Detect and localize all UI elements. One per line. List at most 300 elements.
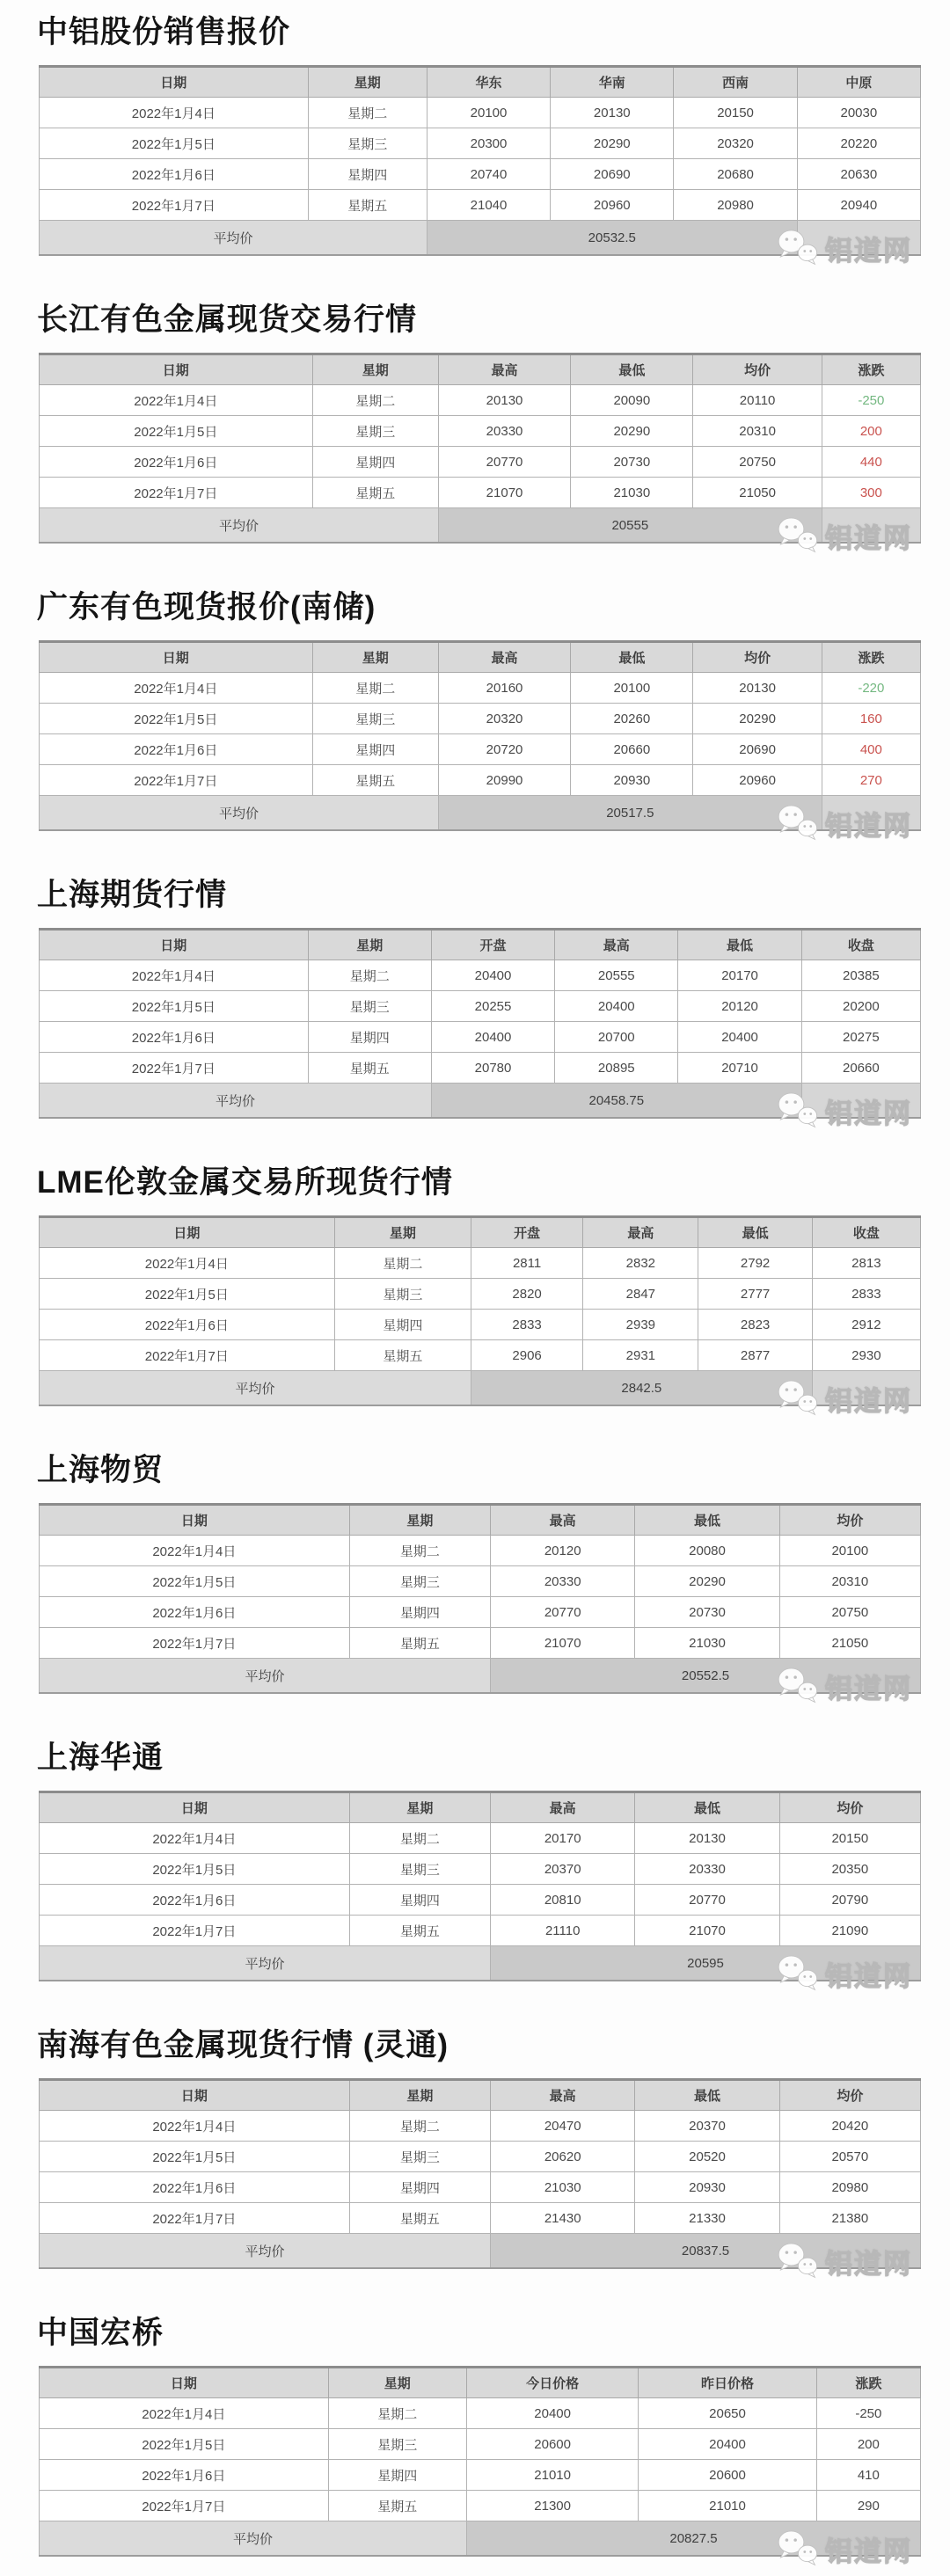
date-cell: 2022年1月6日 [40,447,313,478]
weekday-cell: 星期四 [328,2460,466,2491]
table-row [40,1536,921,1566]
weekday-cell: 星期二 [312,385,438,416]
watermark-text: 铝道网 [825,2536,912,2567]
header-row [40,1217,921,1248]
table-body [40,1536,921,1694]
price-cell: 20790 [779,1885,920,1916]
price-cell: 20290 [693,704,822,734]
price-cell: 20320 [438,704,570,734]
column-header: 星期 [312,354,438,385]
weekday-cell: 星期三 [312,704,438,734]
weekday-cell: 星期四 [308,159,427,190]
weekday-cell: 星期五 [308,190,427,221]
price-cell: 21050 [779,1628,920,1659]
header-row [40,2368,921,2398]
price-cell: 21300 [466,2491,638,2521]
average-value-cell: 20458.75 [431,1084,801,1119]
date-cell: 2022年1月5日 [40,1279,335,1310]
column-header: 涨跌 [822,642,920,673]
date-cell: 2022年1月7日 [40,2203,350,2234]
price-cell: 20330 [491,1566,635,1597]
weekday-cell: 星期四 [312,447,438,478]
date-cell: 2022年1月4日 [40,1823,350,1854]
price-cell: 20520 [635,2142,779,2172]
column-header: 西南 [674,67,797,98]
table-row [40,1566,921,1597]
average-label-cell: 平均价 [40,2234,491,2269]
price-cell: 2833 [471,1310,582,1340]
price-cell: 20300 [427,128,550,159]
table-head [40,1505,921,1536]
table-row [40,1823,921,1854]
weekday-cell: 星期二 [308,98,427,128]
weekday-cell: 星期四 [349,1885,490,1916]
price-cell: 20660 [571,734,693,765]
table-head [40,1217,921,1248]
column-header: 涨跌 [822,354,920,385]
price-cell: 20600 [466,2429,638,2460]
price-cell: 20100 [571,673,693,704]
price-cell: 20400 [639,2429,816,2460]
table-section-7 [37,1740,921,1992]
watermark-text: 铝道网 [825,1961,912,1992]
table-head [40,1792,921,1823]
change-cell: -250 [816,2398,920,2429]
table-head [40,2368,921,2398]
price-cell: 20470 [491,2111,635,2142]
date-cell: 2022年1月7日 [40,190,309,221]
header-row [40,67,921,98]
table-wrapper [39,2366,921,2567]
price-cell: 21430 [491,2203,635,2234]
price-cell: 20650 [639,2398,816,2429]
column-header: 日期 [40,67,309,98]
change-cell: 400 [822,734,920,765]
weekday-cell: 星期五 [349,2203,490,2234]
change-cell: 160 [822,704,920,734]
price-cell: 20110 [693,385,822,416]
table-row [40,1022,921,1053]
price-cell: 2820 [471,1279,582,1310]
column-header: 最高 [491,1505,635,1536]
column-header: 今日价格 [466,2368,638,2398]
table-row [40,385,921,416]
column-header: 星期 [349,2080,490,2111]
column-header: 收盘 [812,1217,920,1248]
column-header: 华南 [551,67,674,98]
weekday-cell: 星期五 [312,478,438,508]
price-cell: 21070 [635,1916,779,1946]
table-section-2 [37,302,921,554]
table-row [40,159,921,190]
price-cell: 20690 [551,159,674,190]
column-header: 最高 [438,354,570,385]
table-row [40,128,921,159]
price-cell: 21090 [779,1916,920,1946]
date-cell: 2022年1月7日 [40,478,313,508]
change-cell: -220 [822,673,920,704]
price-cell: 21040 [427,190,550,221]
average-row [40,1659,921,1694]
price-cell: 20385 [801,960,920,991]
table-section-6 [37,1452,921,1704]
column-header: 最高 [491,1792,635,1823]
table-row [40,1916,921,1946]
column-header: 最高 [491,2080,635,2111]
date-cell: 2022年1月4日 [40,673,313,704]
column-header: 均价 [779,2080,920,2111]
table-title: 中国宏桥 [37,2316,164,2350]
table-row [40,1279,921,1310]
price-cell: 20080 [635,1536,779,1566]
price-cell: 20100 [779,1536,920,1566]
table-row [40,1310,921,1340]
table-row [40,991,921,1022]
column-header: 收盘 [801,930,920,960]
watermark-text: 铝道网 [825,1098,912,1129]
average-label-cell: 平均价 [40,2521,467,2557]
average-label-cell: 平均价 [40,1659,491,1694]
column-header: 日期 [40,2368,329,2398]
table-section-5 [37,1164,921,1417]
price-cell: 20730 [635,1597,779,1628]
weekday-cell: 星期四 [308,1022,431,1053]
price-cell: 20620 [491,2142,635,2172]
table-row [40,1248,921,1279]
column-header: 开盘 [431,930,554,960]
table-row [40,2111,921,2142]
table-row [40,447,921,478]
weekday-cell: 星期三 [334,1279,471,1310]
price-table [39,65,921,256]
average-empty-cell [822,508,920,544]
weekday-cell: 星期五 [312,765,438,796]
price-cell: 20400 [678,1022,801,1053]
price-cell: 20130 [635,1823,779,1854]
average-value-cell: 20595 [491,1946,921,1981]
column-header: 星期 [334,1217,471,1248]
price-cell: 20555 [555,960,678,991]
price-cell: 20710 [678,1053,801,1084]
average-row [40,2521,921,2557]
change-cell: 410 [816,2460,920,2491]
price-cell: 20730 [571,447,693,478]
table-row [40,734,921,765]
average-row [40,1946,921,1981]
date-cell: 2022年1月5日 [40,2142,350,2172]
table-row [40,1854,921,1885]
price-cell: 2931 [583,1340,698,1371]
header-row [40,1505,921,1536]
date-cell: 2022年1月6日 [40,1310,335,1340]
column-header: 最高 [438,642,570,673]
price-cell: 20130 [693,673,822,704]
date-cell: 2022年1月4日 [40,2111,350,2142]
change-cell: 200 [822,416,920,447]
price-cell: 20680 [674,159,797,190]
table-row [40,1885,921,1916]
table-body [40,2398,921,2557]
price-cell: 20770 [438,447,570,478]
price-cell: 2811 [471,1248,582,1279]
table-wrapper [39,1215,921,1417]
weekday-cell: 星期四 [312,734,438,765]
column-header: 最低 [635,2080,779,2111]
date-cell: 2022年1月7日 [40,1053,309,1084]
weekday-cell: 星期四 [349,2172,490,2203]
price-cell: 2939 [583,1310,698,1340]
column-header: 星期 [308,930,431,960]
column-header: 日期 [40,1792,350,1823]
average-row [40,221,921,256]
table-section-3 [37,589,921,842]
price-cell: 20310 [693,416,822,447]
average-value-cell: 20555 [438,508,822,544]
weekday-cell: 星期二 [328,2398,466,2429]
price-cell: 20220 [797,128,920,159]
weekday-cell: 星期五 [334,1340,471,1371]
price-cell: 21070 [438,478,570,508]
price-cell: 2832 [583,1248,698,1279]
price-cell: 20275 [801,1022,920,1053]
table-head [40,67,921,98]
table-body [40,2111,921,2269]
average-empty-cell [822,796,920,831]
average-value-cell: 20517.5 [438,796,822,831]
average-empty-cell [797,221,920,256]
price-cell: 20750 [693,447,822,478]
price-cell: 2877 [698,1340,812,1371]
watermark-text: 铝道网 [825,523,912,554]
table-row [40,2142,921,2172]
average-row [40,2234,921,2269]
price-table [39,1215,921,1406]
weekday-cell: 星期二 [349,1823,490,1854]
weekday-cell: 星期五 [349,1628,490,1659]
date-cell: 2022年1月6日 [40,1885,350,1916]
price-cell: 20170 [678,960,801,991]
table-wrapper [39,353,921,554]
column-header: 星期 [349,1505,490,1536]
price-cell: 20320 [674,128,797,159]
column-header: 均价 [779,1505,920,1536]
header-row [40,354,921,385]
column-header: 涨跌 [816,2368,920,2398]
date-cell: 2022年1月5日 [40,1854,350,1885]
average-row [40,1371,921,1406]
table-row [40,704,921,734]
price-cell: 21110 [491,1916,635,1946]
price-cell: 20420 [779,2111,920,2142]
average-label-cell: 平均价 [40,508,439,544]
table-section-1 [37,14,921,266]
column-header: 日期 [40,2080,350,2111]
change-cell: 200 [816,2429,920,2460]
date-cell: 2022年1月4日 [40,1248,335,1279]
price-cell: 20120 [491,1536,635,1566]
column-header: 华东 [427,67,550,98]
price-cell: 20030 [797,98,920,128]
column-header: 均价 [693,642,822,673]
table-row [40,2172,921,2203]
change-cell: 290 [816,2491,920,2521]
average-value-cell: 20827.5 [466,2521,920,2557]
weekday-cell: 星期五 [328,2491,466,2521]
price-cell: 21030 [491,2172,635,2203]
price-cell: 20690 [693,734,822,765]
header-row [40,1792,921,1823]
column-header: 最低 [698,1217,812,1248]
date-cell: 2022年1月6日 [40,159,309,190]
table-title: 上海期货行情 [37,878,228,912]
date-cell: 2022年1月7日 [40,1340,335,1371]
price-cell: 20400 [431,960,554,991]
price-cell: 2833 [812,1279,920,1310]
price-cell: 20930 [635,2172,779,2203]
price-table [39,640,921,831]
header-row [40,930,921,960]
table-row [40,416,921,447]
price-cell: 20200 [801,991,920,1022]
table-body [40,960,921,1119]
average-label-cell: 平均价 [40,1084,432,1119]
average-label-cell: 平均价 [40,1946,491,1981]
table-row [40,1597,921,1628]
table-row [40,2491,921,2521]
column-header: 星期 [328,2368,466,2398]
table-wrapper [39,2078,921,2280]
price-table [39,1791,921,1981]
column-header: 最高 [583,1217,698,1248]
change-cell: -250 [822,385,920,416]
price-cell: 20720 [438,734,570,765]
table-body [40,1823,921,1981]
column-header: 星期 [349,1792,490,1823]
average-label-cell: 平均价 [40,221,428,256]
average-empty-cell [801,1084,920,1119]
weekday-cell: 星期三 [349,2142,490,2172]
table-title: 中铝股份销售报价 [37,15,291,49]
price-cell: 20750 [779,1597,920,1628]
price-cell: 20770 [491,1597,635,1628]
price-cell: 20290 [551,128,674,159]
price-cell: 2906 [471,1340,582,1371]
column-header: 中原 [797,67,920,98]
date-cell: 2022年1月6日 [40,734,313,765]
price-cell: 20255 [431,991,554,1022]
price-cell: 20100 [427,98,550,128]
weekday-cell: 星期三 [328,2429,466,2460]
price-cell: 20150 [779,1823,920,1854]
average-label-cell: 平均价 [40,796,439,831]
price-cell: 21030 [635,1628,779,1659]
average-value-cell: 20532.5 [427,221,797,256]
price-cell: 20600 [639,2460,816,2491]
price-cell: 20740 [427,159,550,190]
table-row [40,478,921,508]
average-empty-cell [812,1371,920,1406]
price-cell: 20980 [779,2172,920,2203]
weekday-cell: 星期三 [312,416,438,447]
price-cell: 20130 [551,98,674,128]
table-title: 长江有色金属现货交易行情 [37,303,418,337]
price-cell: 20330 [438,416,570,447]
price-cell: 20330 [635,1854,779,1885]
price-cell: 20980 [674,190,797,221]
change-cell: 300 [822,478,920,508]
price-cell: 20400 [555,991,678,1022]
price-cell: 20895 [555,1053,678,1084]
weekday-cell: 星期三 [308,128,427,159]
date-cell: 2022年1月5日 [40,1566,350,1597]
price-cell: 21010 [466,2460,638,2491]
column-header: 日期 [40,354,313,385]
weekday-cell: 星期四 [349,1597,490,1628]
price-table [39,353,921,544]
date-cell: 2022年1月5日 [40,2429,329,2460]
price-cell: 2792 [698,1248,812,1279]
price-cell: 21070 [491,1628,635,1659]
table-body [40,98,921,256]
price-cell: 2930 [812,1340,920,1371]
price-cell: 20630 [797,159,920,190]
price-cell: 20150 [674,98,797,128]
table-row [40,960,921,991]
table-section-9 [37,2315,921,2567]
table-row [40,1340,921,1371]
column-header: 昨日价格 [639,2368,816,2398]
price-cell: 20260 [571,704,693,734]
table-row [40,190,921,221]
weekday-cell: 星期五 [308,1053,431,1084]
table-row [40,1628,921,1659]
table-title: 广东有色现货报价(南储) [37,590,376,624]
watermark-text: 铝道网 [825,1674,912,1704]
price-cell: 20290 [635,1566,779,1597]
header-row [40,2080,921,2111]
change-cell: 270 [822,765,920,796]
date-cell: 2022年1月6日 [40,1597,350,1628]
date-cell: 2022年1月4日 [40,385,313,416]
date-cell: 2022年1月6日 [40,2460,329,2491]
price-cell: 2847 [583,1279,698,1310]
date-cell: 2022年1月4日 [40,98,309,128]
weekday-cell: 星期二 [349,2111,490,2142]
change-cell: 440 [822,447,920,478]
table-body [40,1248,921,1406]
weekday-cell: 星期二 [334,1248,471,1279]
price-cell: 20960 [551,190,674,221]
column-header: 日期 [40,1505,350,1536]
table-wrapper [39,65,921,266]
header-row [40,642,921,673]
price-cell: 20310 [779,1566,920,1597]
price-cell: 2823 [698,1310,812,1340]
price-cell: 20400 [431,1022,554,1053]
date-cell: 2022年1月5日 [40,704,313,734]
weekday-cell: 星期二 [349,1536,490,1566]
average-row [40,796,921,831]
price-cell: 21010 [639,2491,816,2521]
average-row [40,508,921,544]
price-cell: 20780 [431,1053,554,1084]
price-cell: 20130 [438,385,570,416]
price-cell: 20350 [779,1854,920,1885]
table-title: LME伦敦金属交易所现货行情 [37,1165,453,1200]
average-value-cell: 20552.5 [491,1659,921,1694]
price-cell: 20930 [571,765,693,796]
date-cell: 2022年1月7日 [40,1916,350,1946]
